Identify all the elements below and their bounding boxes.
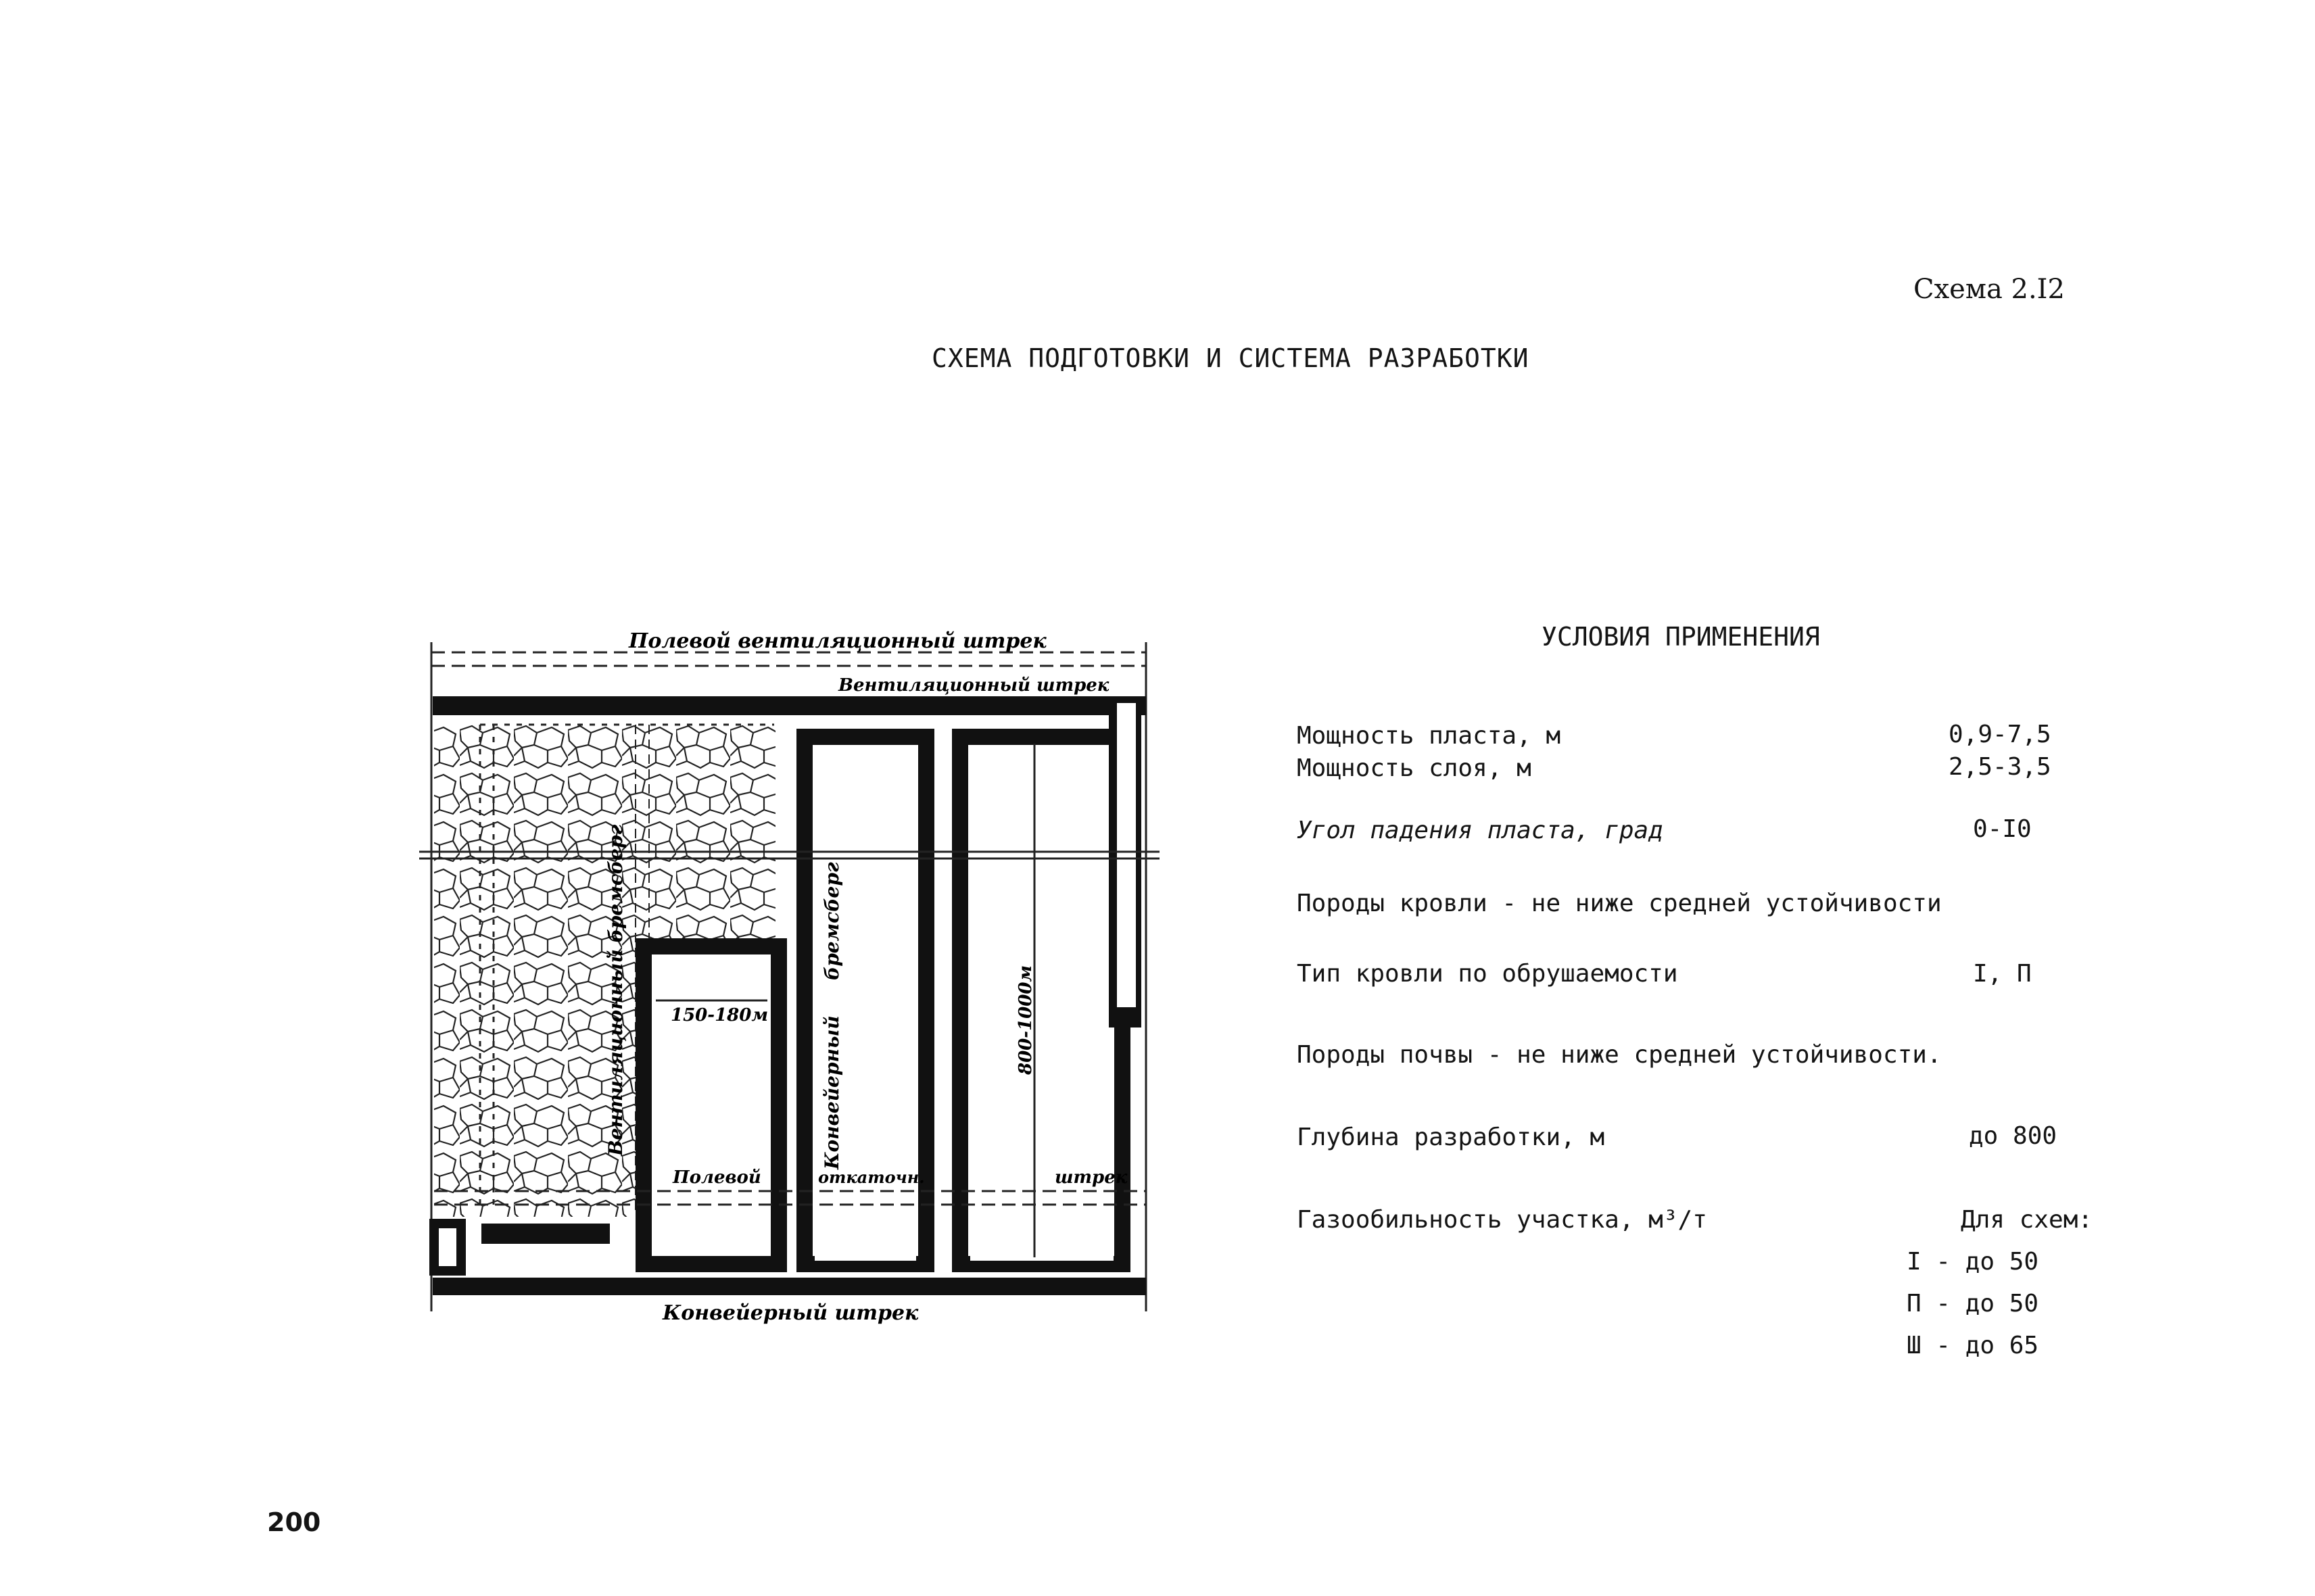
condition-label: Угол падения пласта, град: [1297, 817, 1663, 844]
gas-value: П - до 50: [1907, 1290, 2039, 1317]
conveyor-bremsberg-label-1: бремсберг: [821, 862, 843, 980]
condition-label: Мощность пласта, м: [1297, 722, 1561, 750]
condition-value: 0,9-7,5: [1949, 721, 2051, 748]
condition-value: I, П: [1973, 960, 2032, 988]
schema-label: Схема 2.I2: [1913, 274, 2065, 305]
conveyor-drift-label: Конвейерный штрек: [663, 1301, 919, 1325]
field-haulage-label-2: откаточн.: [818, 1167, 925, 1187]
condition-label: Мощность слоя, м: [1297, 754, 1531, 782]
page-title: СХЕМА ПОДГОТОВКИ И СИСТЕМА РАЗРАБОТКИ: [932, 343, 1529, 373]
page-number: 200: [267, 1507, 321, 1537]
top-drift-label: Полевой вентиляционный штрек: [629, 629, 1047, 653]
vent-bremsberg-label: Вентиляционный бремсберг: [604, 824, 627, 1156]
condition-label: Породы почвы - не ниже средней устойчивости.: [1297, 1041, 1942, 1069]
condition-label: Тип кровли по обрушаемости: [1297, 960, 1678, 988]
width-dimension-label: 150-180м: [671, 1005, 769, 1025]
condition-label: Породы кровли - не ниже средней устойчивости: [1297, 890, 1942, 917]
gas-value: Ш - до 65: [1907, 1332, 2039, 1359]
field-haulage-label-3: штрек: [1055, 1167, 1128, 1188]
condition-label: Газообильность участка, м³/т: [1297, 1206, 1707, 1234]
condition-value: до 800: [1969, 1122, 2057, 1150]
condition-value: 0-I0: [1973, 815, 2032, 843]
vent-drift-label: Вентиляционный штрек: [838, 675, 1109, 696]
gas-value: I - до 50: [1907, 1248, 2039, 1276]
length-dimension-label: 800-1000м: [1016, 965, 1036, 1075]
conveyor-bremsberg-label-2: Конвейерный: [821, 1015, 843, 1169]
condition-value: Для схем:: [1961, 1206, 2093, 1234]
condition-value: 2,5-3,5: [1949, 753, 2051, 781]
field-haulage-label-1: Полевой: [673, 1167, 761, 1188]
condition-label: Глубина разработки, м: [1297, 1123, 1605, 1151]
conditions-title: УСЛОВИЯ ПРИМЕНЕНИЯ: [1542, 622, 1820, 652]
mine-layout-diagram: [406, 629, 1183, 1338]
